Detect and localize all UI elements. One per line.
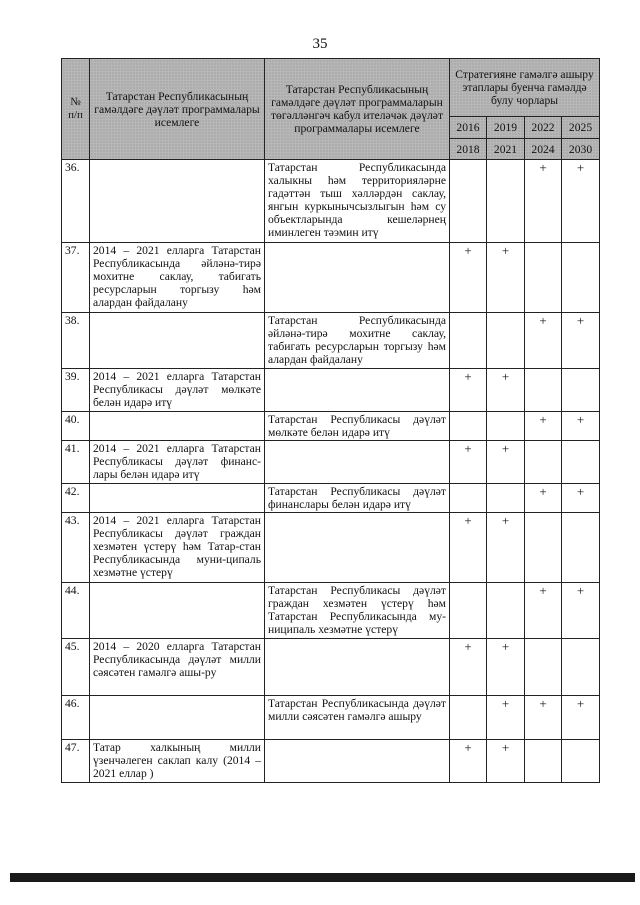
- period-mark: [525, 441, 562, 484]
- header-num: № п/п: [62, 59, 90, 160]
- period-mark: +: [562, 160, 600, 243]
- table-row: [62, 740, 600, 783]
- period-mark: [562, 369, 600, 412]
- page-number: 35: [312, 36, 328, 52]
- period-mark: [450, 484, 487, 513]
- header-period-3-end: 2024: [525, 139, 562, 160]
- row-number: 37.: [62, 243, 90, 313]
- period-mark: +: [525, 696, 562, 740]
- header-period-2-start: 2019: [487, 117, 525, 139]
- table-row: [62, 412, 600, 441]
- header-new-programs: Татарстан Республикасының гамәлдәге дәүләт программаларын төгәлләнгәч кабул ителәчәк дәүләт программалары исемлеге: [265, 59, 450, 160]
- current-program: [90, 160, 265, 243]
- period-mark: +: [487, 696, 525, 740]
- header-stages: Стратегияне гамәлгә ашыру этаплары буенча гамәлдә булу чорлары: [450, 59, 600, 117]
- period-mark: [487, 484, 525, 513]
- period-mark: [562, 441, 600, 484]
- programs-table: [61, 58, 600, 783]
- current-program: 2014 – 2021 елларга Татарстан Республикасы дәүләт финанс-лары белән идарә итү: [90, 441, 265, 484]
- row-number: 45.: [62, 639, 90, 696]
- current-program: 2014 – 2021 елларга Татарстан Республикасы дәүләт мөлкәте белән идарә итү: [90, 369, 265, 412]
- period-mark: [525, 740, 562, 783]
- current-program: [90, 484, 265, 513]
- period-mark: +: [487, 513, 525, 583]
- row-number: 39.: [62, 369, 90, 412]
- new-program: Татарстан Республикасында дәүләт милли сәясәтен гамәлгә ашыру: [265, 696, 450, 740]
- period-mark: +: [450, 369, 487, 412]
- table-row: [62, 484, 600, 513]
- period-mark: [450, 160, 487, 243]
- period-mark: [525, 639, 562, 696]
- new-program: Татарстан Республикасында әйләнә-тирә мохитне саклау, табигать ресурсларын торгызу һәм алардан файдалану: [265, 313, 450, 369]
- row-number: 36.: [62, 160, 90, 243]
- period-mark: +: [562, 313, 600, 369]
- current-program: [90, 583, 265, 639]
- new-program: [265, 243, 450, 313]
- new-program: [265, 513, 450, 583]
- period-mark: [450, 583, 487, 639]
- period-mark: +: [450, 243, 487, 313]
- row-number: 47.: [62, 740, 90, 783]
- table-row: [62, 243, 600, 313]
- row-number: 43.: [62, 513, 90, 583]
- table-row: [62, 313, 600, 369]
- scan-edge-bar: [10, 873, 635, 882]
- period-mark: +: [562, 412, 600, 441]
- period-mark: [450, 313, 487, 369]
- period-mark: [450, 412, 487, 441]
- current-program: [90, 412, 265, 441]
- table-row: [62, 696, 600, 740]
- period-mark: [525, 513, 562, 583]
- new-program: Татарстан Республикасы дәүләт финанслары белән идарә итү: [265, 484, 450, 513]
- row-number: 46.: [62, 696, 90, 740]
- table-row: [62, 160, 600, 243]
- current-program: 2014 – 2020 елларга Татарстан Республикасында дәүләт милли сәясәтен гамәлгә ашы-ру: [90, 639, 265, 696]
- period-mark: [487, 583, 525, 639]
- period-mark: [525, 243, 562, 313]
- current-program: 2014 – 2021 елларга Татарстан Республикасы дәүләт граждан хезмәтен үстерү һәм Татар-стан Республикасында муни-ципаль хезмәтне үстерү: [90, 513, 265, 583]
- period-mark: [562, 513, 600, 583]
- table-row: [62, 513, 600, 583]
- period-mark: [525, 369, 562, 412]
- new-program: [265, 369, 450, 412]
- new-program: Татарстан Республикасы дәүләт мөлкәте белән идарә итү: [265, 412, 450, 441]
- period-mark: +: [450, 639, 487, 696]
- period-mark: +: [450, 441, 487, 484]
- period-mark: [487, 412, 525, 441]
- period-mark: [562, 639, 600, 696]
- table-row: [62, 441, 600, 484]
- period-mark: +: [562, 484, 600, 513]
- period-mark: [487, 160, 525, 243]
- current-program: [90, 696, 265, 740]
- period-mark: +: [525, 484, 562, 513]
- header-period-1-end: 2018: [450, 139, 487, 160]
- new-program: Татарстан Республикасында халыкны һәм территорияләрне гадәттән тыш хәлләрдән саклау, янгын куркынычсызлыгын һәм су объектларында кешеләрнең иминлеген тәэмин итү: [265, 160, 450, 243]
- header-period-1-start: 2016: [450, 117, 487, 139]
- table-row: [62, 369, 600, 412]
- period-mark: +: [525, 160, 562, 243]
- table-row: [62, 583, 600, 639]
- period-mark: [450, 696, 487, 740]
- period-mark: +: [562, 583, 600, 639]
- row-number: 41.: [62, 441, 90, 484]
- period-mark: [562, 740, 600, 783]
- current-program: Татар халкының милли үзенчәлеген саклап калу (2014 – 2021 еллар ): [90, 740, 265, 783]
- row-number: 40.: [62, 412, 90, 441]
- header-programs: Татарстан Республикасының гамәлдәге дәүләт программалары исемлеге: [90, 59, 265, 160]
- new-program: [265, 441, 450, 484]
- current-program: 2014 – 2021 елларга Татарстан Республикасында әйләнә-тирә мохитне саклау, табигать ресурсларын торгызу һәм алардан файдалану: [90, 243, 265, 313]
- period-mark: +: [450, 513, 487, 583]
- period-mark: +: [525, 412, 562, 441]
- period-mark: +: [450, 740, 487, 783]
- row-number: 38.: [62, 313, 90, 369]
- period-mark: [562, 243, 600, 313]
- header-period-4-start: 2025: [562, 117, 600, 139]
- header-period-3-start: 2022: [525, 117, 562, 139]
- period-mark: +: [487, 441, 525, 484]
- period-mark: +: [487, 369, 525, 412]
- period-mark: +: [562, 696, 600, 740]
- period-mark: +: [525, 313, 562, 369]
- table-row: [62, 639, 600, 696]
- header-period-2-end: 2021: [487, 139, 525, 160]
- period-mark: +: [487, 740, 525, 783]
- row-number: 44.: [62, 583, 90, 639]
- period-mark: +: [487, 639, 525, 696]
- period-mark: +: [487, 243, 525, 313]
- header-period-4-end: 2030: [562, 139, 600, 160]
- period-mark: [487, 313, 525, 369]
- new-program: Татарстан Республикасы дәүләт граждан хезмәтен үстерү һәм Татарстан Республикасында му-ниципаль хезмәтне үстерү: [265, 583, 450, 639]
- period-mark: +: [525, 583, 562, 639]
- current-program: [90, 313, 265, 369]
- new-program: [265, 639, 450, 696]
- new-program: [265, 740, 450, 783]
- row-number: 42.: [62, 484, 90, 513]
